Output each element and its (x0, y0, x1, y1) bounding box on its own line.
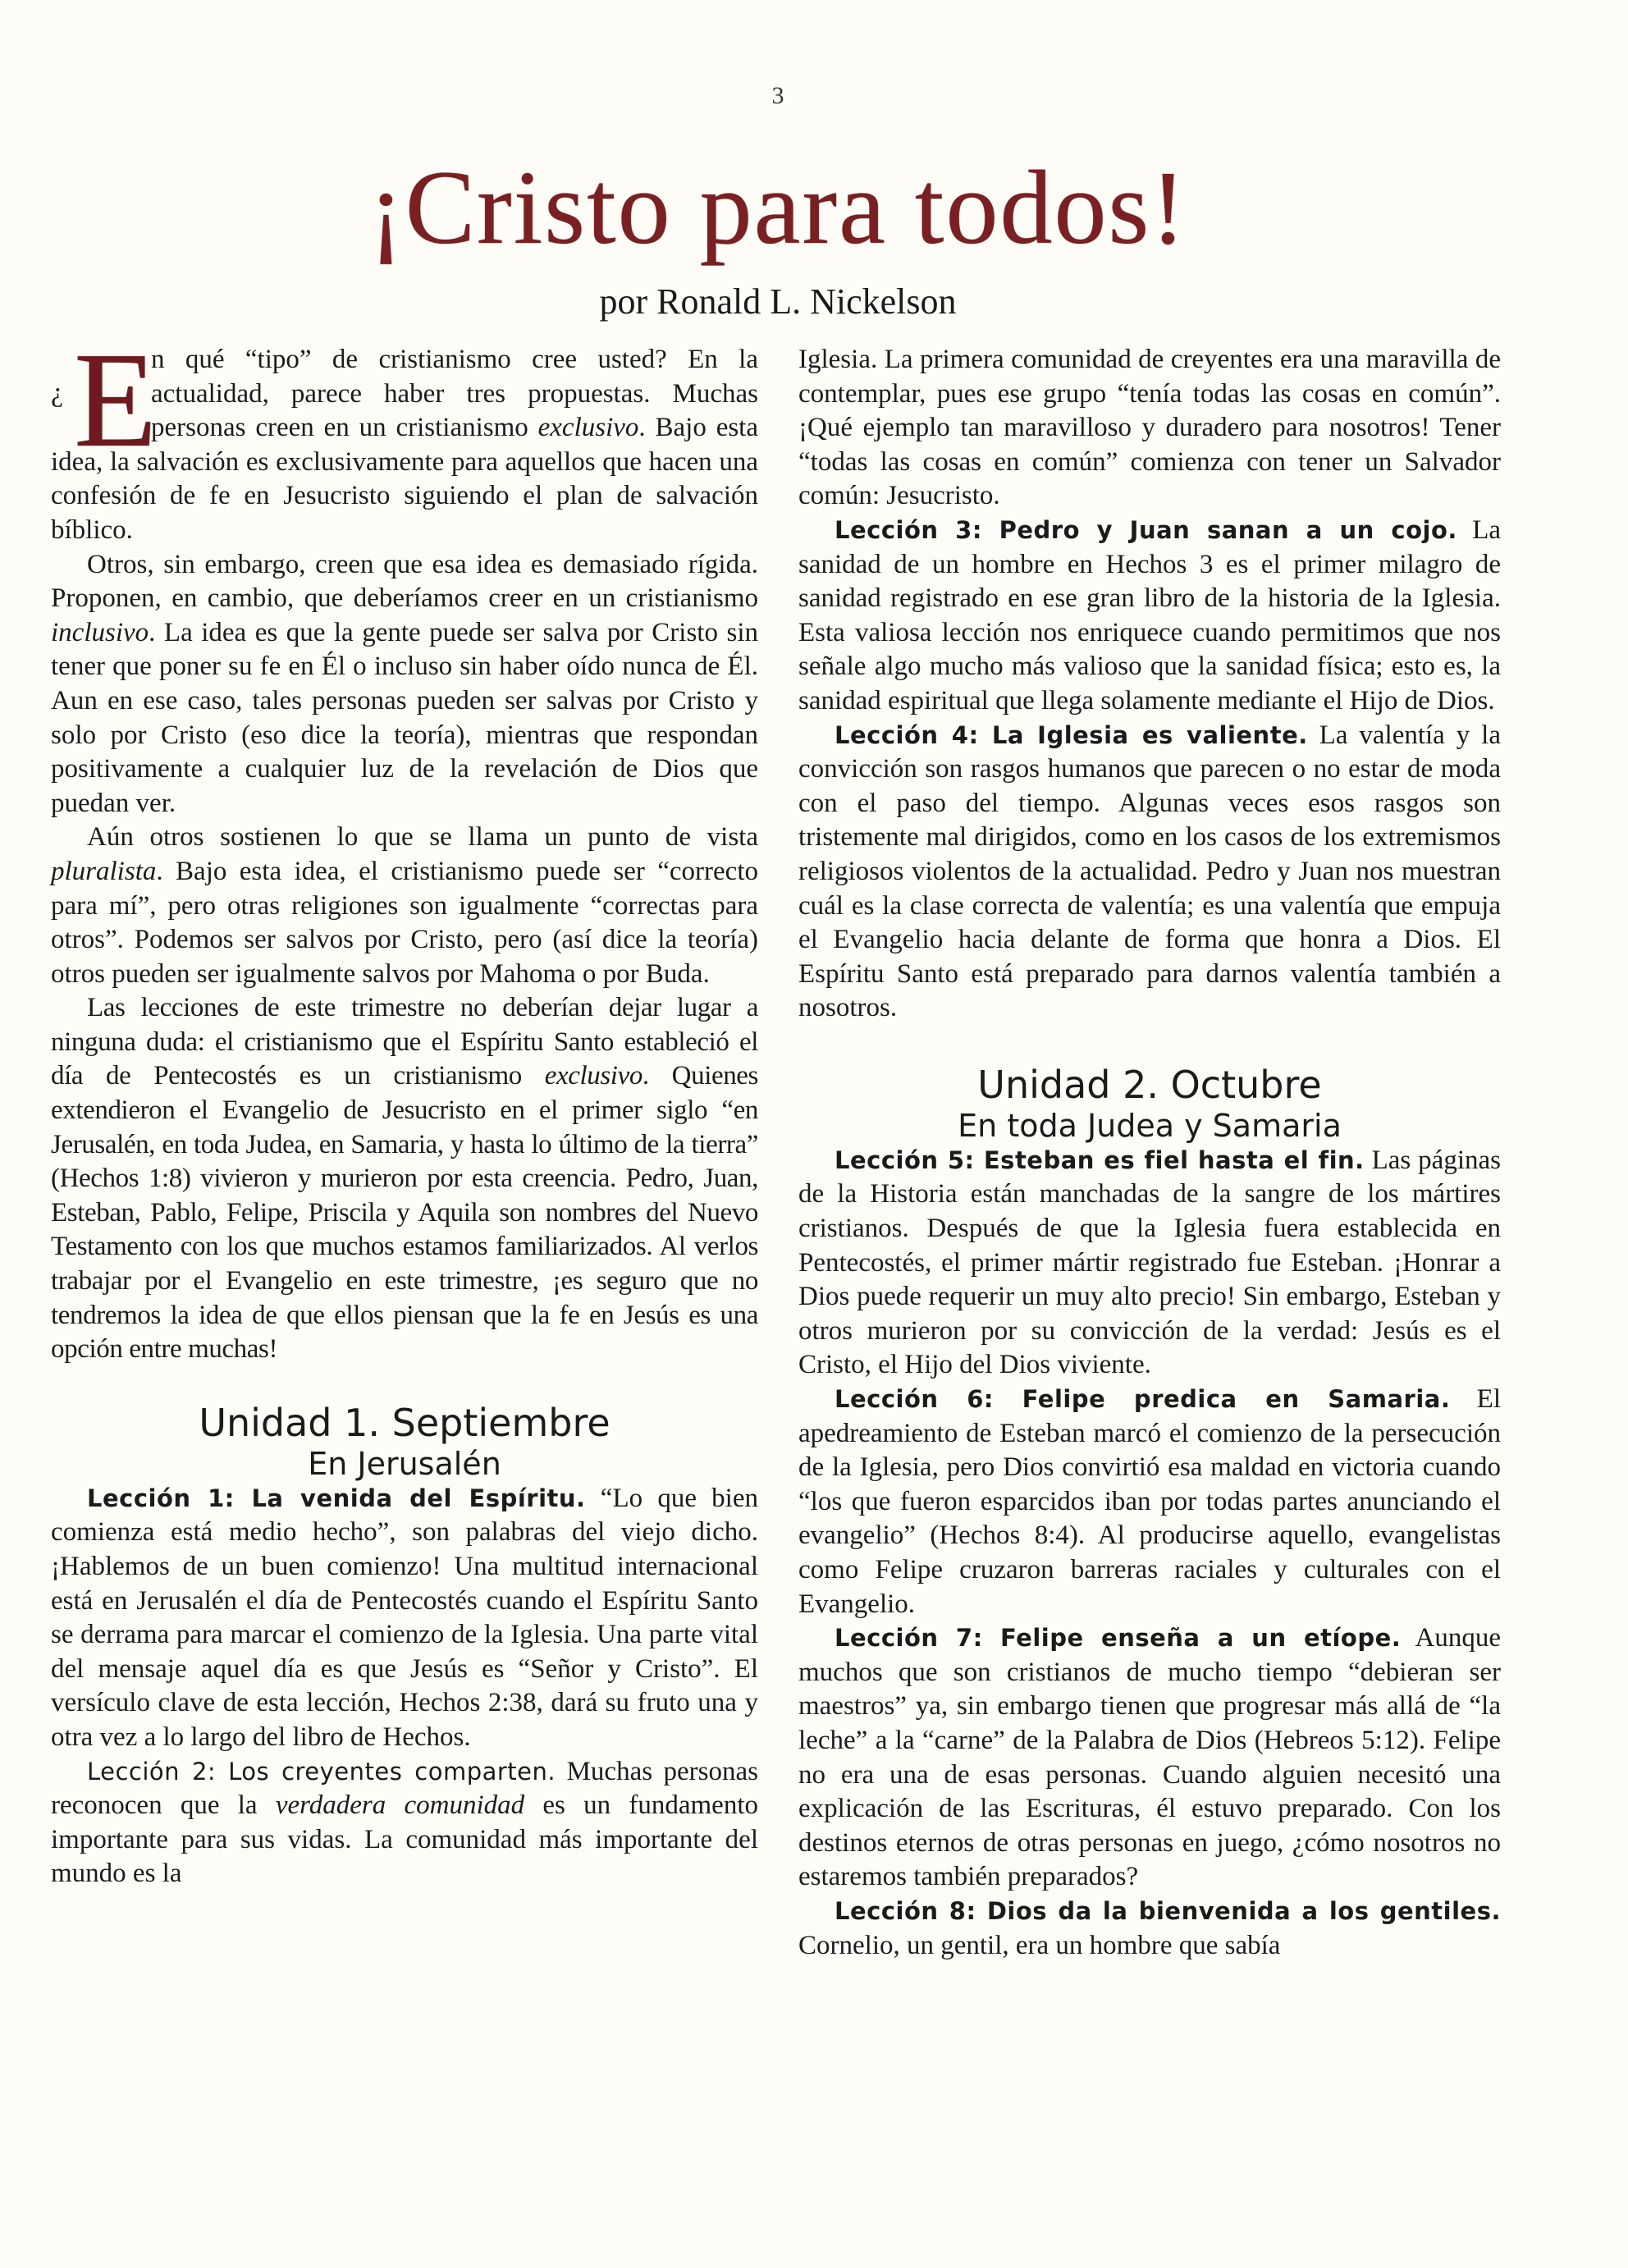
lesson-7-title: Lección 7: Felipe enseña a un etíope. (835, 1624, 1402, 1653)
text-run: Aún otros sostienen lo que se llama un punto de vista (87, 822, 758, 853)
lesson-1-title: Lección 1: La venida del Espíritu. (87, 1484, 586, 1512)
text-run: Las páginas de la Historia están manchadas de la sangre de los mártires cristianos. Después de que la Iglesia fuera establecida en Pentecostés, el primer mártir registrado fue Esteban. ¡Honrar a Dios puede requerir un muy alto precio! Sin embargo, Esteban y otros murieron por su convicción de la verdad: Jesús es el Cristo, el Hijo del Dios viviente. (798, 1145, 1501, 1380)
left-column (51, 324, 758, 1891)
lesson-5-title: Lección 5: Esteban es fiel hasta el fin. (835, 1145, 1365, 1174)
text-run: La sanidad de un hombre en Hechos 3 es el primer milagro de sanidad registrado en ese gran libro de la historia de la Iglesia. Esta valiosa lección nos enriquece cuando permitimos que nos señale algo mucho más valioso que la sanidad física; esto es, la sanidad espiritual que llega solamente mediante el Hijo de Dios. (798, 514, 1501, 716)
text-run: El apedreamiento de Esteban marcó el comienzo de la persecución de la Iglesia, pero Dios convirtió esa maldad en victoria cuando “los que fueron esparcidos iban por todas partes anunciando el evangelio” (Hechos 8:4). Al producirse aquello, evangelistas como Felipe cruzaron barreras raciales y culturales con el Evangelio. (798, 1384, 1501, 1619)
lesson-5-text (798, 1145, 1501, 1380)
lesson-7-text (798, 1623, 1501, 1891)
italic-text: pluralista (51, 856, 157, 886)
lesson-5 (798, 1144, 1501, 1383)
lesson-3 (798, 514, 1501, 719)
lesson-2-title: Lección 2: Los creyentes comparten. (87, 1757, 556, 1786)
lesson-8 (798, 1895, 1501, 1963)
paragraph-text (51, 822, 758, 988)
paragraph-text (51, 993, 758, 1364)
article-title: ¡Cristo para todos! (368, 149, 1187, 266)
unit-1-heading: Unidad 1. Septiembre (199, 1400, 610, 1445)
text-run: . Quienes extendieron el Evangelio de Jesucristo en el primer siglo “en Jerusalén, en toda Judea, en Samaria, y hasta lo último de la tierra” (Hechos 1:8) vivieron y murieron por esta creencia. Pedro, Juan, Esteban, Pablo, Felipe, Priscila y Aquila son nombres del Nuevo Testamento con los que muchos estamos familiarizados. Al verlos trabajar por el Evangelio en este trimestre, ¡es seguro que no tendremos la idea de que ellos piensan que la fe en Jesús es una opción entre muchas! (51, 1061, 758, 1365)
page-number: 3 (771, 82, 784, 109)
right-column (798, 343, 1501, 1963)
lesson-2 (51, 1755, 758, 1891)
italic-text: exclusivo (537, 413, 639, 443)
lesson-6-title: Lección 6: Felipe predica en Samaria. (835, 1385, 1451, 1414)
text-run: “Lo que bien comienza está medio hecho”, son palabras del viejo dicho. ¡Hablemos de un buen comienzo! Una multitud internacional está en Jerusalén el día de Pentecostés cuando el Espíritu Santo se derrama para marcar el comienzo de la Iglesia. Una parte vital del mensaje aquel día es que Jesús es “Señor y Cristo”. El versículo clave de esta lección, Hechos 2:38, dará su fruto una y otra vez a lo largo del libro de Hechos. (51, 1483, 758, 1752)
text-run: Cornelio, un gentil, era un hombre que sabía (798, 1930, 1281, 1960)
lesson-3-title: Lección 3: Pedro y Juan sanan a un cojo. (835, 515, 1457, 544)
unit-2-subheading: En toda Judea y Samaria (958, 1107, 1342, 1144)
intro-paragraph-2 (51, 548, 758, 821)
text-run: es un fundamento importante para sus vidas. La comunidad más importante del mundo es la (51, 1790, 758, 1889)
text-run: Aunque muchos que son cristianos de mucho tiempo “debieran ser maestros” ya, sin embargo tienen que progresar más allá de “la leche” a la “carne” de la Palabra de Dios (Hebreos 5:12). Felipe no era una de esas personas. Cuando alguien necesitó una explicación de las Escrituras, él estuvo preparado. Con los destinos eternos de otras personas en juego, ¿cómo nosotros no estaremos también preparados? (798, 1623, 1501, 1892)
text-run: . Bajo esta idea, el cristianismo puede ser “correcto para mí”, pero otras religiones son igualmente “correctas para otros”. Podemos ser salvos por Cristo, pero (así dice la teoría) otros pueden ser igualmente salvos por Mahoma o por Buda. (51, 856, 758, 989)
drop-cap-mark: ¿ (51, 377, 64, 408)
text-run: La valentía y la convicción son rasgos humanos que parecen o no estar de moda con el paso del tiempo. Algunas veces esos rasgos son tristemente mal dirigidos, como en los casos de los extremismos religiosos violentos de la actualidad. Pedro y Juan nos muestran cuál es la clase correcta de valentía; es una valentía que empuja el Evangelio hacia delante de forma que honra a Dios. El Espíritu Santo está preparado para darnos valentía también a nosotros. (798, 720, 1501, 1023)
drop-cap-letter: E (74, 324, 158, 475)
lesson-4-text (798, 720, 1501, 1023)
lesson-3-text (798, 515, 1501, 716)
unit-2-heading: Unidad 2. Octubre (977, 1062, 1322, 1107)
italic-text: verdadera comunidad (275, 1790, 525, 1821)
text-run: Las lecciones de este trimestre no deberían dejar lugar a ninguna duda: el cristianismo que el Espíritu Santo estableció el día de Pentecostés es un cristianismo (51, 993, 758, 1091)
lesson-6 (798, 1383, 1501, 1621)
text-run: Muchas personas reconocen que la (51, 1756, 758, 1821)
lesson-4-title: Lección 4: La Iglesia es valiente. (835, 720, 1308, 749)
italic-text: inclusivo (51, 617, 149, 647)
lesson-2-continued: Iglesia. La primera comunidad de creyentes era una maravilla de contemplar, pues ese grupo “tenía todas las cosas en común”. ¡Qué ejemplo tan maravilloso y duradero para nosotros! Tener “todas las cosas en común” comienza con tener un Salvador común: Jesucristo. (798, 345, 1501, 511)
text-run: Otros, sin embargo, creen que esa idea es demasiado rígida. Proponen, en cambio, que deberíamos creer en un cristianismo (51, 549, 758, 614)
lesson-8-text (798, 1931, 1280, 1960)
italic-text: exclusivo (544, 1061, 643, 1091)
drop-cap (51, 324, 158, 475)
intro-paragraph-1 (51, 324, 758, 548)
intro-paragraph-3 (51, 821, 758, 991)
text-run: . Bajo esta idea, la salvación es exclusivamente para aquellos que hacen una confesión de fe en Jesucristo siguiendo el plan de salvación bíblico. (51, 413, 758, 545)
text-run: n qué “tipo” de cristianismo cree usted? En la actualidad, parece haber tres propuestas. Muchas personas creen en un cristianismo (151, 345, 758, 443)
lesson-8-title: Lección 8: Dios da la bienvenida a los gentiles. (835, 1896, 1501, 1925)
text-run: . La idea es que la gente puede ser salva por Cristo sin tener que poner su fe en Él o incluso sin haber oído nunca de Él. Aun en ese caso, tales personas pueden ser salvas por Cristo y solo por Cristo (eso dice la teoría), mientras que respondan positivamente a cualquier luz de la revelación de Dios que puedan ver. (51, 617, 758, 818)
unit-1-subheading: En Jerusalén (308, 1445, 501, 1482)
article-byline: por Ronald L. Nickelson (599, 281, 957, 322)
paragraph-text (51, 550, 758, 818)
lesson-1-text (51, 1484, 758, 1752)
lesson-6-text (798, 1384, 1501, 1619)
lesson-4 (798, 719, 1501, 1026)
lesson-1 (51, 1482, 758, 1755)
lesson-7 (798, 1621, 1501, 1895)
intro-paragraph-4 (51, 991, 758, 1367)
